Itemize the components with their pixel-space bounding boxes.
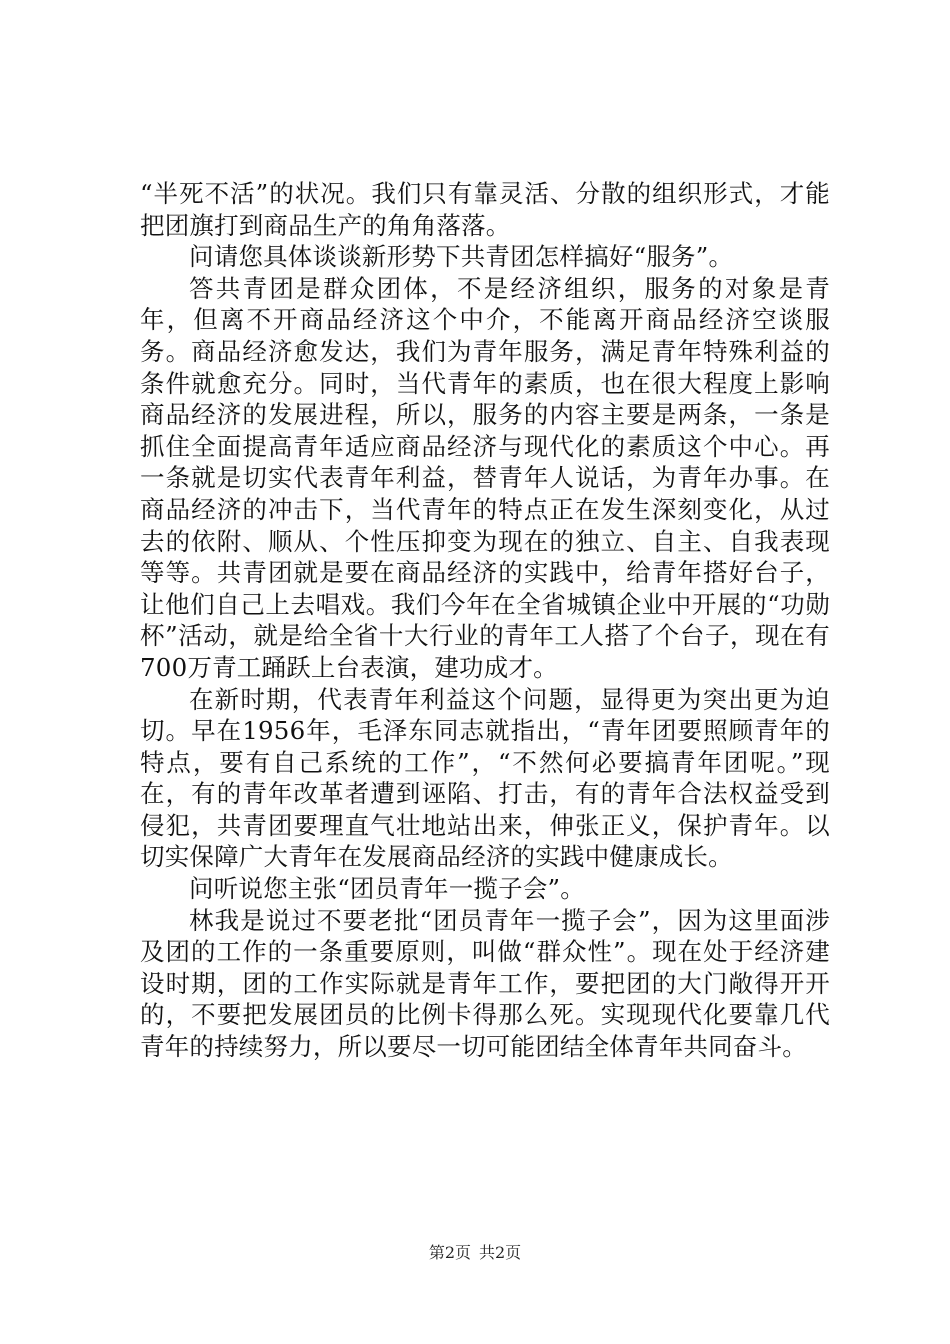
page-footer — [0, 1243, 950, 1263]
paragraph-continuation: “半死不活”的状况。我们只有靠灵活、分散的组织形式，才能把团旗打到商品生产的角角落落。 — [140, 179, 830, 240]
paragraph-answer-service: 答共青团是群众团体，不是经济组织，服务的对象是青年，但离不开商品经济这个中介，不能离开商品经济空谈服务。商品经济愈发达，我们为青年服务，满足青年特殊利益的条件就愈充分。同时，当代青年的素质，也在很大程度上影响商品经济的发展进程，所以，服务的内容主要是两条，一条是抓住全面提高青年适应商品经济与现代化的素质这个中心。再一条就是切实代表青年利益，替青年人说话，为青年办事。在商品经济的冲击下，当代青年的特点正在发生深刻变化，从过去的依附、顺从、个性压抑变为现在的独立、自主、自我表现等等。共青团就是要在商品经济的实践中，给青年搭好台子，让他们自己上去唱戏。我们今年在全省城镇企业中开展的“功勋杯”活动，就是给全省十大行业的青年工人搭了个台子，现在有700万青工踊跃上台表演，建功成才。 — [140, 273, 830, 682]
page-number: 第2页 — [428, 1243, 471, 1262]
paragraph-answer-meeting: 林我是说过不要老批“团员青年一揽子会”，因为这里面涉及团的工作的一条重要原则，叫做“群众性”。现在处于经济建设时期，团的工作实际就是青年工作，要把团的大门敞得开开的，不要把发展团员的比例卡得那么死。实现现代化要靠几代青年的持续努力，所以要尽一切可能团结全体青年共同奋斗。 — [140, 905, 830, 1062]
page-total: 共2页 — [479, 1243, 522, 1262]
paragraph-youth-interests: 在新时期，代表青年利益这个问题，显得更为突出更为迫切。早在1956年，毛泽东同志就指出，“青年团要照顾青年的特点，要有自己系统的工作”，“不然何必要搞青年团呢。”现在，有的青年改革者遭到诬陷、打击，有的青年合法权益受到侵犯，共青团要理直气壮地站出来，伸张正义，保护青年。以切实保障广大青年在发展商品经济的实践中健康成长。 — [140, 684, 830, 872]
paragraph-question-meeting: 问听说您主张“团员青年一揽子会”。 — [189, 874, 585, 904]
paragraph-question-service: 问请您具体谈谈新形势下共青团怎样搞好“服务”。 — [189, 242, 734, 272]
article-body — [140, 178, 830, 1063]
